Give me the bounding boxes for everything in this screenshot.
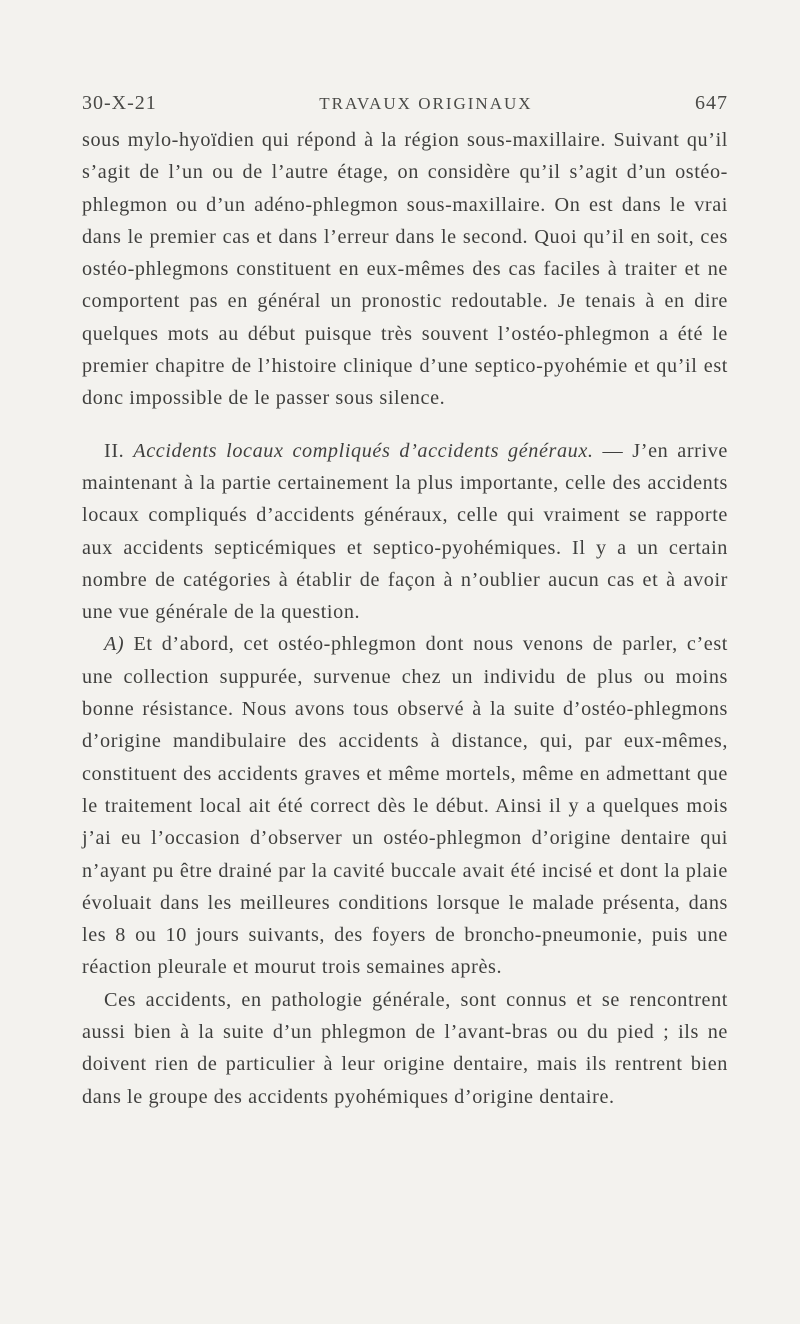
- journal-section-title: TRAVAUX ORIGINAUX: [319, 94, 533, 113]
- paragraph-1: sous mylo-hyoïdien qui répond à la région sous-maxillaire. Suivant qu’il s’agit de l’un ou de l’autre étage, on considère qu’il s’agit d’un ostéo-phlegmon ou d’un adéno-phlegmon sous-maxillaire. On est dans le vrai dans le premier cas et dans l’erreur dans le second. Quoi qu’il en soit, ces ostéo-phlegmons constituent en eux-mêmes des cas faciles à traiter et ne comportent pas en général un pronostic redoutable. Je tenais à en dire quelques mots au début puisque très souvent l’ostéo-phlegmon a été le premier chapitre de l’histoire clinique d’une septico-pyohémie et qu’il est donc impossible de le passer sous silence.: [82, 129, 728, 410]
- issue-date: 30-X-21: [82, 92, 157, 114]
- section-title: Accidents locaux compliqués d’accidents généraux.: [133, 439, 594, 462]
- page-number: 647: [695, 92, 728, 114]
- paragraph-3: [82, 628, 728, 983]
- paragraph-3-text: Et d’abord, cet ostéo-phlegmon dont nous venons de parler, c’est une collection suppurée, survenue chez un individu de plus ou moins bonne résistance. Nous avons tous observé à la suite d’ostéo-phlegmons d’origine mandibulaire des accidents à distance, qui, par eux-mêmes, constituent des accidents graves et même mortels, même en admettant que le traitement local ait été correct dès le début. Ainsi il y a quelques mois j’ai eu l’occasion d’observer un ostéo-phlegmon d’origine dentaire qui n’ayant pu être drainé par la cavité buccale avait été incisé et dont la plaie évoluait dans les meilleures conditions lorsque le malade présenta, dans les 8 ou 10 jours suivants, des foyers de broncho-pneumonie, puis une réaction pleurale et mourut trois semaines après.: [82, 633, 728, 979]
- subsection-marker: A): [104, 633, 125, 656]
- body-text: [82, 124, 728, 1113]
- paragraph-2: [82, 435, 728, 629]
- paragraph-4: Ces accidents, en pathologie générale, sont connus et se rencontrent aussi bien à la suite d’un phlegmon de l’avant-bras ou du pied ; ils ne doivent rien de particulier à leur origine dentaire, mais ils rentrent bien dans le groupe des accidents pyohémiques d’origine dentaire.: [82, 988, 728, 1108]
- paragraph-2-text: — J’en arrive maintenant à la partie certainement la plus importante, celle des accidents locaux compliqués d’accidents généraux, celle qui vraiment se rapporte aux accidents septicémiques et septico-pyohémiques. Il y a un certain nombre de catégories à établir de façon à n’oublier aucun cas et à avoir une vue générale de la question.: [82, 439, 728, 624]
- running-head: [82, 92, 728, 124]
- section-number: II.: [104, 439, 125, 462]
